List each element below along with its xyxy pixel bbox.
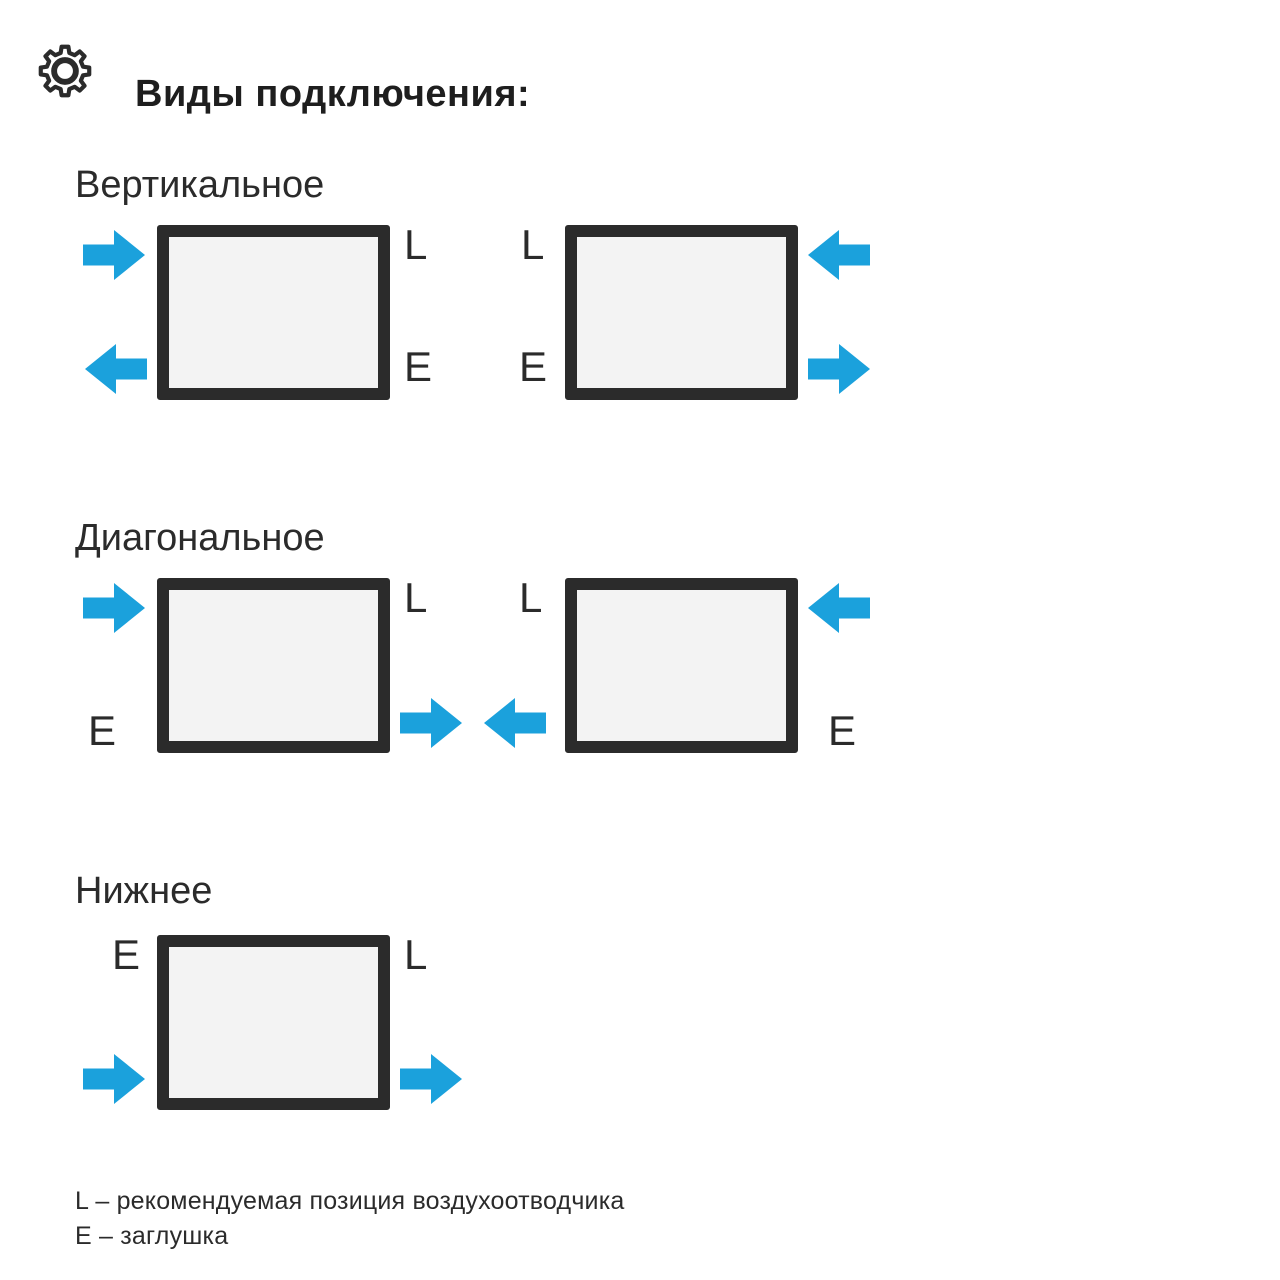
arrow-right-icon: [83, 228, 145, 282]
page-title: Виды подключения:: [135, 73, 531, 116]
arrow-right-icon: [400, 1052, 462, 1106]
arrow-right-icon: [83, 581, 145, 635]
port-label: E: [88, 707, 117, 754]
legend-line: L – рекомендуемая позиция воздухоотводчика: [75, 1187, 625, 1215]
arrow-left-icon: [808, 581, 870, 635]
port-label: E: [519, 343, 548, 390]
radiator-box: [157, 578, 390, 753]
arrow-right-icon: [83, 1052, 145, 1106]
arrow-right-icon: [400, 696, 462, 750]
radiator-box: [157, 935, 390, 1110]
arrow-left-icon: [484, 696, 546, 750]
port-label: L: [521, 221, 545, 268]
arrow-left-icon: [808, 228, 870, 282]
radiator-box: [565, 225, 798, 400]
arrow-left-icon: [85, 342, 147, 396]
port-label: L: [404, 574, 428, 621]
section-title: Диагональное: [75, 517, 325, 559]
port-label: L: [404, 931, 428, 978]
port-label: L: [404, 221, 428, 268]
port-label: E: [112, 931, 141, 978]
radiator-box: [565, 578, 798, 753]
section-title: Вертикальное: [75, 164, 325, 206]
legend-line: E – заглушка: [75, 1222, 229, 1250]
port-label: L: [519, 574, 543, 621]
port-label: E: [828, 707, 857, 754]
port-label: E: [404, 343, 433, 390]
section-title: Нижнее: [75, 870, 213, 912]
radiator-box: [157, 225, 390, 400]
arrow-right-icon: [808, 342, 870, 396]
gear-icon: [36, 42, 94, 100]
